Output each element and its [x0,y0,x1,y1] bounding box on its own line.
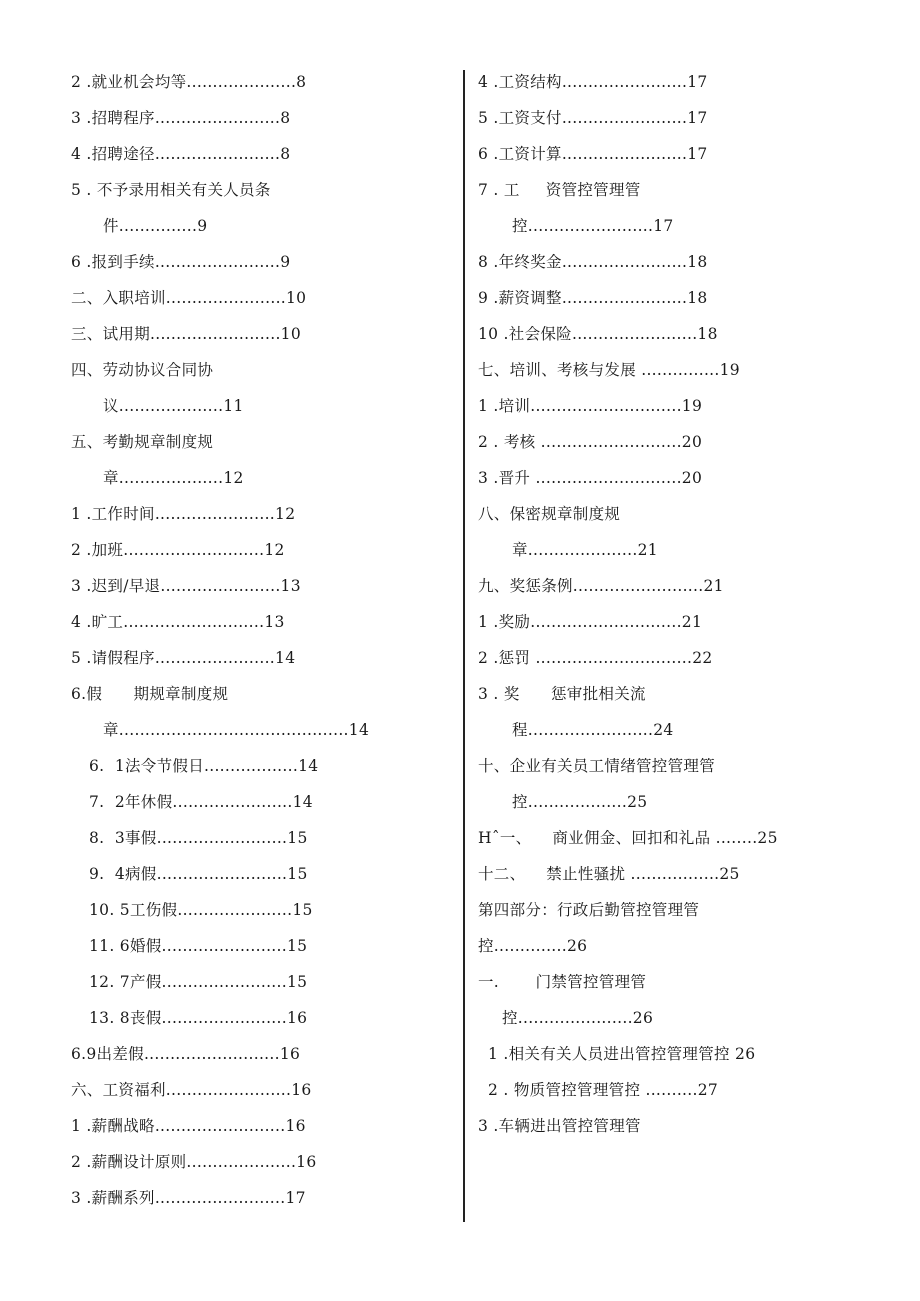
toc-entry: 1 .工作时间.......................12 [71,505,296,523]
toc-entry: 程........................24 [512,721,674,739]
toc-entry: 2 .薪酬设计原则.....................16 [71,1153,317,1171]
toc-entry: 八、保密规章制度规 [478,505,621,523]
toc-entry: 3 .晋升 ............................20 [478,469,703,487]
toc-entry: 6 .报到手续........................9 [71,253,291,271]
toc-entry: 五、考勤规章制度规 [71,433,214,451]
toc-entry: 7. 2年休假.......................14 [89,793,313,811]
toc-entry: 12. 7产假........................15 [89,973,308,991]
toc-entry: 6.9出差假..........................16 [71,1045,301,1063]
toc-entry: 控......................26 [502,1009,654,1027]
toc-entry: 控...................25 [512,793,648,811]
toc-entry: 四、劳动协议合同协 [71,361,214,379]
toc-entry: Hˆ一、 商业佣金、回扣和礼品 ........25 [478,829,778,847]
toc-entry: 3 .招聘程序........................8 [71,109,291,127]
toc-entry: 2 .就业机会均等.....................8 [71,73,307,91]
toc-entry: 章....................12 [103,469,244,487]
toc-entry: 十二、 禁止性骚扰 .................25 [478,865,740,883]
toc-entry: 二、入职培训.......................10 [71,289,307,307]
toc-entry: 件...............9 [103,217,208,235]
column-divider [463,70,465,1222]
toc-entry: 1 .培训.............................19 [478,397,703,415]
toc-right-column [478,64,838,1144]
toc-entry: 三、试用期.........................10 [71,325,301,343]
toc-entry: 4 .招聘途径........................8 [71,145,291,163]
toc-entry: 控..............26 [478,937,588,955]
toc-entry: 章............................................14 [103,721,370,739]
toc-entry: 6 .工资计算........................17 [478,145,708,163]
toc-entry: 章.....................21 [512,541,658,559]
toc-entry: 10 .社会保险........................18 [478,325,718,343]
toc-entry: 1 .奖励.............................21 [478,613,703,631]
toc-entry: 6.假 期规章制度规 [71,685,229,703]
toc-entry: 3 .车辆进出管控管理管 [478,1117,641,1135]
toc-entry: 控........................17 [512,217,674,235]
toc-entry: 1 .相关有关人员进出管控管理管控 26 [488,1045,756,1063]
toc-entry: 3 .薪酬系列.........................17 [71,1189,306,1207]
toc-entry: 7 . 工 资管控管理管 [478,181,641,199]
toc-entry: 10. 5工伤假......................15 [89,901,313,919]
toc-entry: 议....................11 [103,397,244,415]
toc-entry: 2 . 物质管控管理管控 ..........27 [488,1081,719,1099]
toc-entry: 5 .请假程序.......................14 [71,649,296,667]
toc-entry: 5 . 不予录用相关有关人员条 [71,181,271,199]
toc-entry: 6. 1法令节假日..................14 [89,757,319,775]
toc-entry: 11. 6婚假........................15 [89,937,308,955]
toc-entry: 2 .加班...........................12 [71,541,285,559]
toc-entry: 8. 3事假.........................15 [89,829,308,847]
toc-entry: 13. 8丧假........................16 [89,1009,308,1027]
toc-entry: 3 .迟到/早退.......................13 [71,577,301,595]
toc-entry: 8 .年终奖金........................18 [478,253,708,271]
toc-entry: 2 .惩罚 ..............................22 [478,649,713,667]
toc-entry: 4 .工资结构........................17 [478,73,708,91]
toc-entry: 4 .旷工...........................13 [71,613,285,631]
toc-entry: 第四部分：行政后勤管控管理管 [478,901,700,919]
toc-entry: 5 .工资支付........................17 [478,109,708,127]
toc-entry: 十、企业有关员工情绪管控管理管 [478,757,716,775]
toc-entry: 9 .薪资调整........................18 [478,289,708,307]
toc-entry: 九、奖惩条例.........................21 [478,577,724,595]
toc-entry: 七、培训、考核与发展 ...............19 [478,361,740,379]
toc-entry: 1 .薪酬战略.........................16 [71,1117,306,1135]
toc-entry: 一. 门禁管控管理管 [478,973,647,991]
toc-entry: 2 . 考核 ...........................20 [478,433,703,451]
toc-entry: 9. 4病假.........................15 [89,865,308,883]
toc-entry: 3 . 奖 惩审批相关流 [478,685,646,703]
toc-entry: 六、工资福利........................16 [71,1081,312,1099]
toc-left-column [71,64,411,1216]
